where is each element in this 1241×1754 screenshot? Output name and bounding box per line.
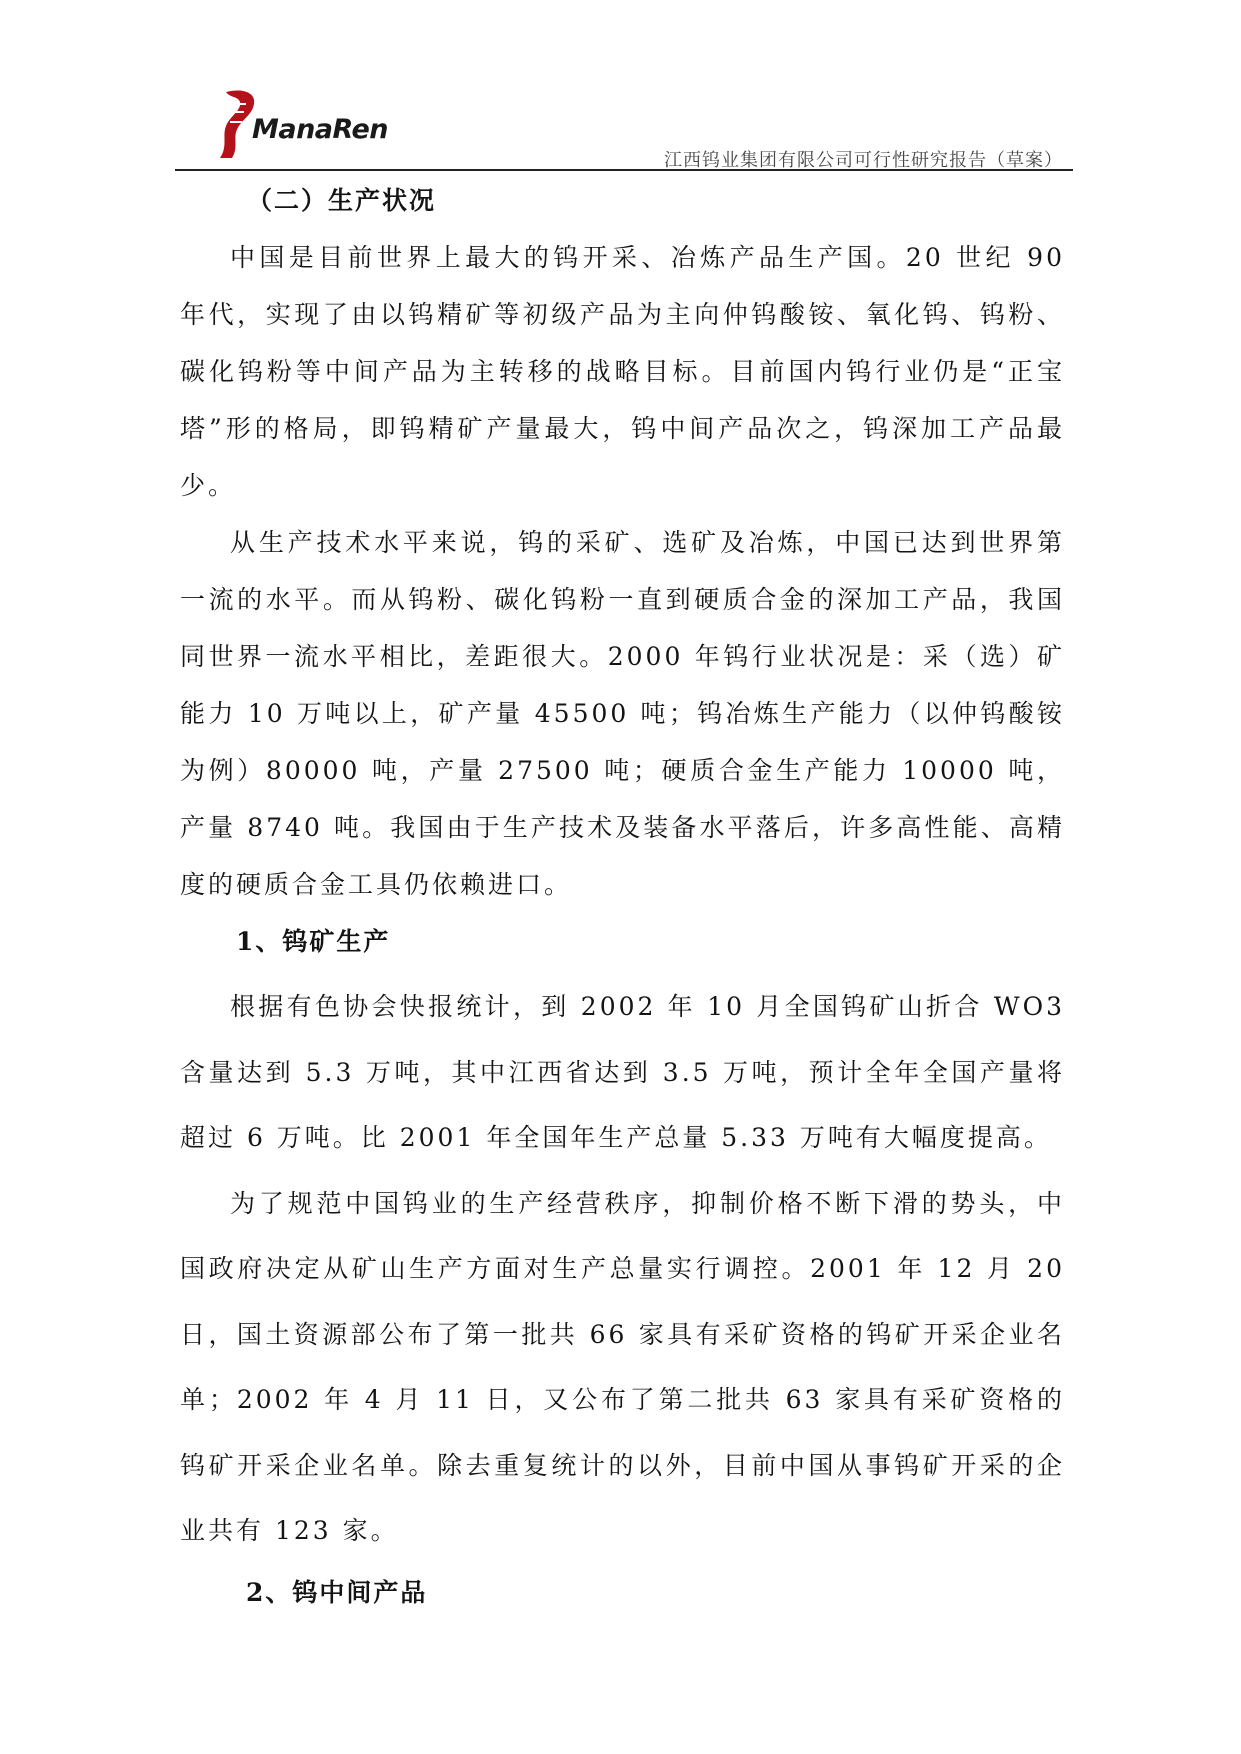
header-divider xyxy=(175,169,1073,171)
page-body xyxy=(180,172,1065,1621)
report-title: 江西钨业集团有限公司可行性研究报告（草案） xyxy=(664,150,1063,171)
paragraph: 为了规范中国钨业的生产经营秩序，抑制价格不断下滑的势头，中国政府决定从矿山生产方面对生产总量实行调控。2001 年 12 月 20 日，国土资源部公布了第一批共 66 家具有采矿资格的钨矿开采企业名单；2002 年 4 月 11 日，又公布了第二批共 63 家具有采矿资格的钨矿开采企业名单。除去重复统计的以外，目前中国从事钨矿开采的企业共有 123 家。 xyxy=(180,1188,1065,1545)
subsection-heading: 2、钨中间产品 xyxy=(246,1577,428,1607)
subsection-heading: 1、钨矿生产 xyxy=(236,927,391,956)
section-heading: （二）生产状况 xyxy=(247,186,437,215)
paragraph: 从生产技术水平来说，钨的采矿、选矿及冶炼，中国已达到世界第一流的水平。而从钨粉、碳化钨粉一直到硬质合金的深加工产品，我国同世界一流水平相比，差距很大。2000 年钨行业状况是：采（选）矿能力 10 万吨以上，矿产量 45500 吨；钨冶炼生产能力（以仲钨酸铵为例）80000 吨，产量 27500 吨；硬质合金生产能力 10000 吨，产量 8740 吨。我国由于生产技术及装备水平落后，许多高性能、高精度的硬质合金工具仍依赖进口。 xyxy=(180,528,1065,899)
company-logo xyxy=(212,86,389,166)
logo-text: ManaRen xyxy=(252,114,389,145)
paragraph: 根据有色协会快报统计，到 2002 年 10 月全国钨矿山折合 WO3 含量达到 5.3 万吨，其中江西省达到 3.5 万吨，预计全年全国产量将超过 6 万吨。比 2001 年全国年生产总量 5.33 万吨有大幅度提高。 xyxy=(180,992,1065,1152)
paragraph: 中国是目前世界上最大的钨开采、冶炼产品生产国。20 世纪 90 年代，实现了由以钨精矿等初级产品为主向仲钨酸铵、氧化钨、钨粉、碳化钨粉等中间产品为主转移的战略目标。目前国内钨行业仍是“正宝塔”形的格局，即钨精矿产量最大，钨中间产品次之，钨深加工产品最少。 xyxy=(180,243,1065,500)
